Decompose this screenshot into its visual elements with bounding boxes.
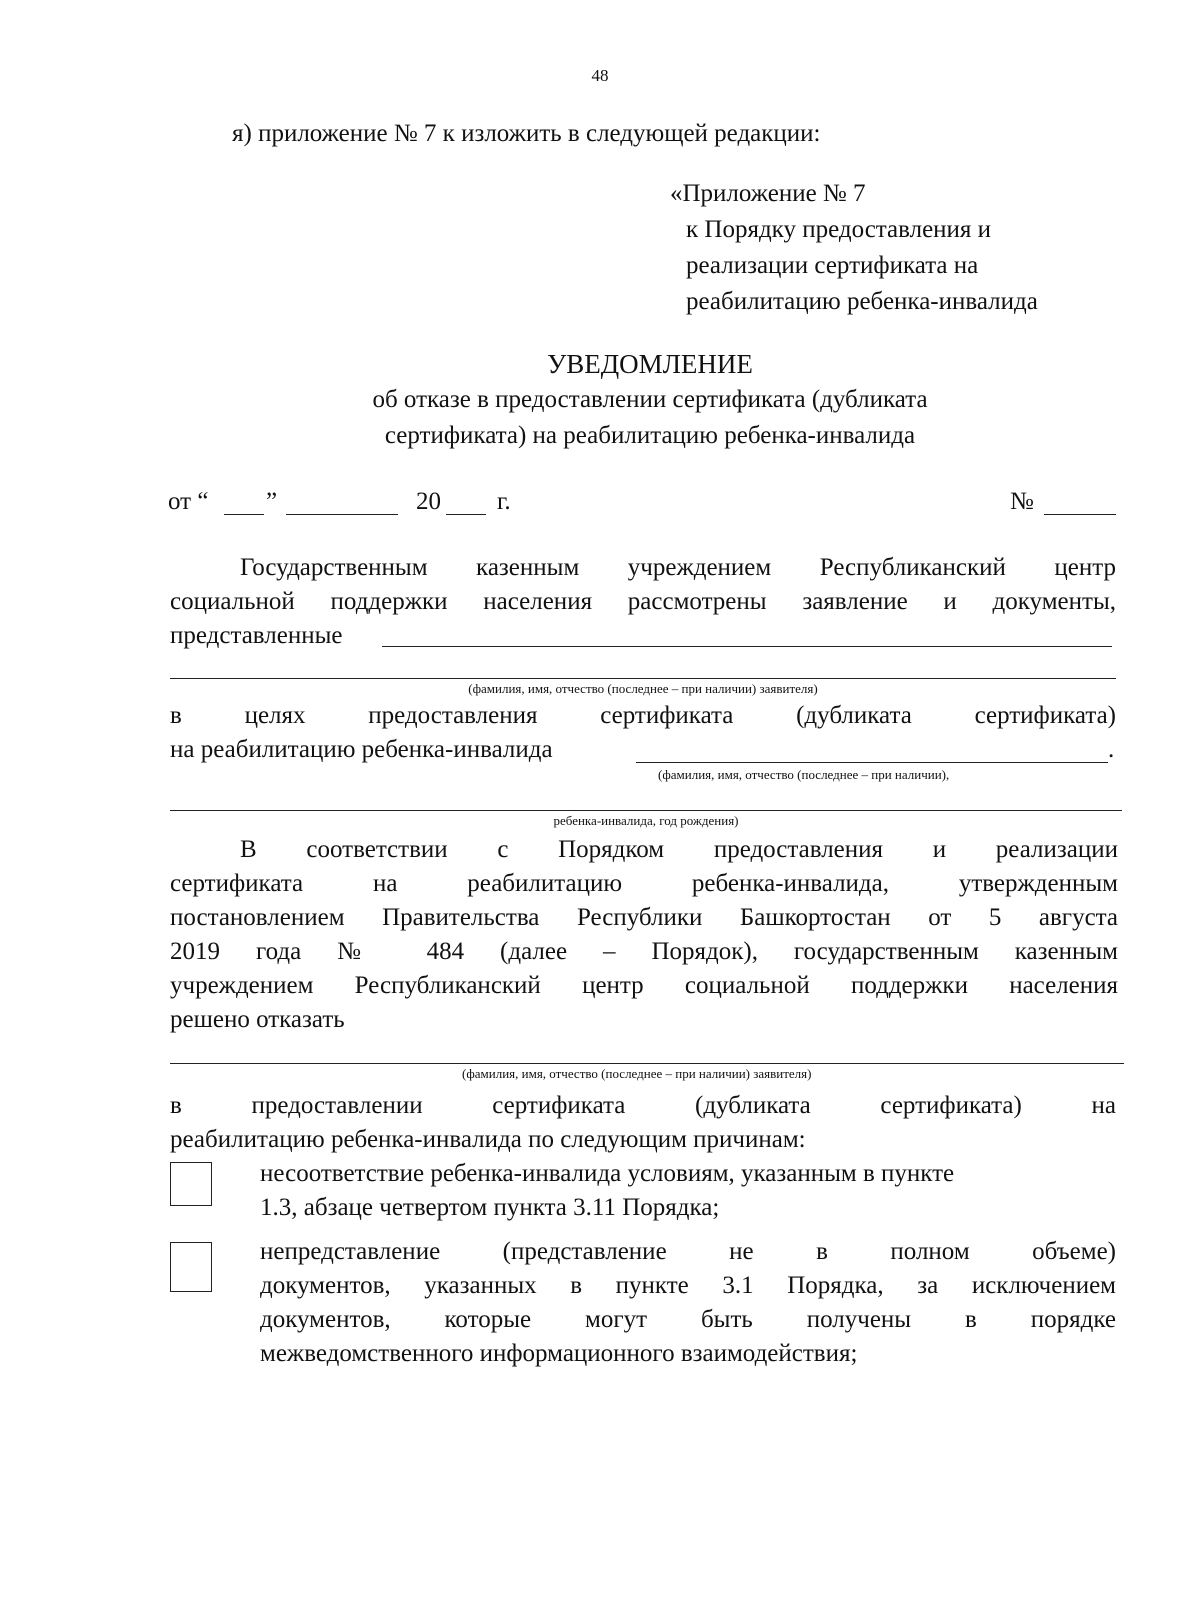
paragraph-line: решено отказать (170, 1006, 345, 1033)
paragraph-line: сертификата на реабилитацию ребенка-инвалида, утвержденным (170, 870, 1118, 897)
title-subline: сертификата) на реабилитацию ребенка-инвалида (384, 422, 916, 449)
paragraph-line: социальной поддержки населения рассмотрены заявление и документы, (170, 588, 1116, 615)
reason-line: несоответствие ребенка-инвалида условиям, указанным в пункте (260, 1160, 955, 1187)
paragraph-line: В соответствии с Порядком предоставления и реализации (240, 836, 1118, 863)
date-prefix: от “ (168, 488, 209, 515)
year-suffix: г. (497, 488, 511, 515)
annex-line: реабилитацию ребенка-инвалида (686, 288, 1038, 315)
title-subline: об отказе в предоставлении сертификата (дубликата (372, 386, 928, 413)
refused-applicant-caption: (фамилия, имя, отчество (последнее – при наличии) заявителя) (462, 1066, 812, 1081)
child-caption: (фамилия, имя, отчество (последнее – при наличии), (658, 767, 950, 782)
annex-line: «Приложение № 7 (670, 180, 866, 207)
applicant-caption: (фамилия, имя, отчество (последнее – при наличии) заявителя) (468, 681, 818, 696)
paragraph-line: представленные (170, 622, 343, 649)
month-blank (286, 514, 398, 515)
reason-line: межведомственного информационного взаимодействия; (260, 1340, 858, 1367)
year-prefix: 20 (416, 488, 441, 515)
page-number: 48 (591, 66, 609, 85)
applicant-blank (382, 646, 1112, 647)
annex-line: реализации сертификата на (686, 252, 979, 279)
paragraph-line: 2019 года № 484 (далее – Порядок), государственным казенным (170, 938, 1118, 965)
child-blank-2 (170, 810, 1122, 811)
paragraph-line: учреждением Республиканский центр социальной поддержки населения (170, 972, 1118, 999)
child-blank (636, 762, 1108, 763)
reason-line: документов, которые могут быть получены в порядке (260, 1306, 1116, 1333)
paragraph-line: в целях предоставления сертификата (дубликата сертификата) (170, 702, 1116, 729)
date-close-quote: ” (266, 488, 278, 515)
reason-line: 1.3, абзаце четвертом пункта 3.11 Порядка; (260, 1194, 720, 1221)
child-caption-2: ребенка-инвалида, год рождения) (553, 813, 739, 828)
reason-line: непредставление (представление не в полном объеме) (260, 1238, 1116, 1265)
paragraph-line: реабилитацию ребенка-инвалида по следующим причинам: (170, 1126, 806, 1153)
title-heading: УВЕДОМЛЕНИЕ (547, 349, 753, 379)
number-label: № (1010, 488, 1034, 515)
line-end-period: . (1108, 736, 1115, 763)
intro-line: я) приложение № 7 к изложить в следующей редакции: (232, 120, 821, 147)
paragraph-line: постановлением Правительства Республики Башкортостан от 5 августа (170, 904, 1118, 931)
reason-checkbox[interactable] (170, 1242, 212, 1292)
annex-line: к Порядку предоставления и (686, 216, 992, 243)
reason-checkbox[interactable] (170, 1162, 212, 1206)
paragraph-line: на реабилитацию ребенка-инвалида (170, 736, 553, 763)
day-blank (224, 514, 264, 515)
reason-line: документов, указанных в пункте 3.1 Порядка, за исключением (260, 1272, 1116, 1299)
paragraph-line: Государственным казенным учреждением Республиканский центр (240, 554, 1116, 581)
refused-applicant-blank (170, 1063, 1124, 1064)
applicant-blank-2 (170, 678, 1116, 679)
year-blank (446, 514, 486, 515)
number-blank (1044, 514, 1116, 515)
paragraph-line: в предоставлении сертификата (дубликата сертификата) на (170, 1092, 1116, 1119)
